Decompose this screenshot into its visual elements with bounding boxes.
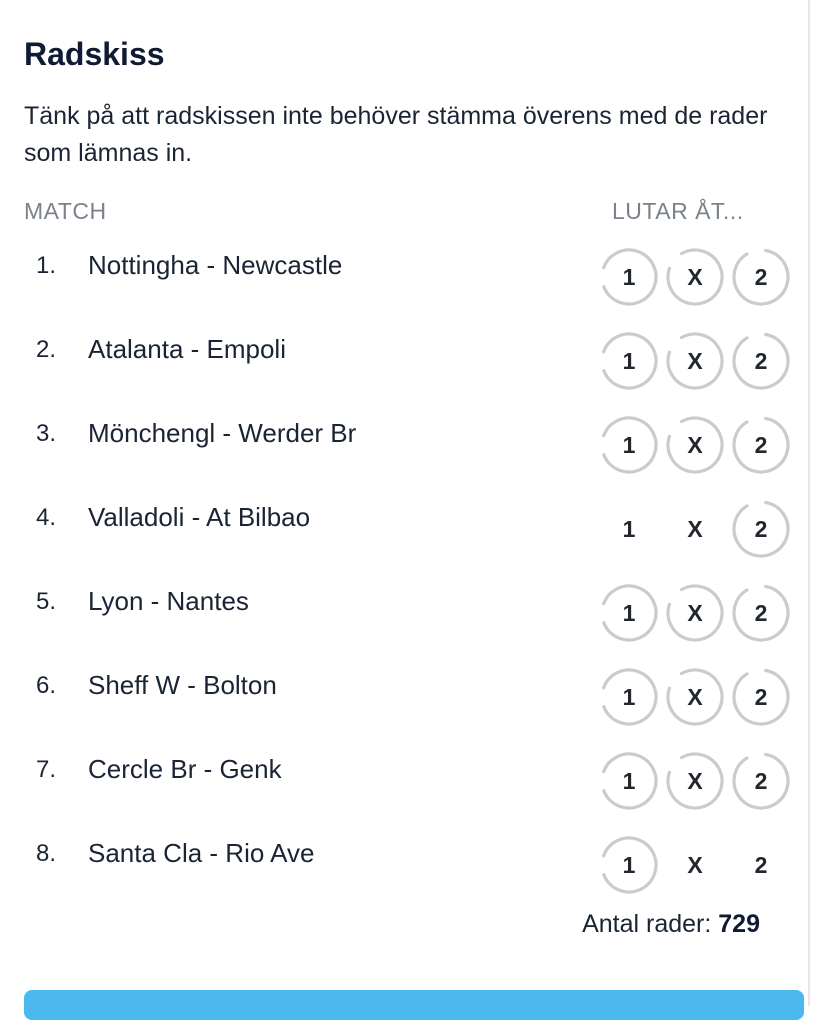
match-row: [0, 572, 810, 656]
pick-toggle-x[interactable]: [664, 834, 726, 896]
pick-group: [594, 582, 794, 646]
pick-toggle-1[interactable]: [598, 582, 660, 644]
column-header-lean: LUTAR ÅT...: [612, 198, 744, 224]
pick-toggle-1[interactable]: [598, 246, 660, 308]
pick-label: 1: [622, 851, 636, 878]
pick-toggle-2[interactable]: [730, 750, 792, 812]
pick-label: 2: [754, 515, 768, 542]
match-number: 8.: [36, 840, 57, 867]
pick-toggle-2[interactable]: [730, 498, 792, 560]
match-name: Sheff W - Bolton: [88, 670, 277, 700]
match-name: Cercle Br - Genk: [88, 754, 282, 784]
pick-toggle-1[interactable]: [598, 750, 660, 812]
match-row: [0, 236, 810, 320]
pick-label: X: [687, 767, 703, 794]
pick-toggle-x[interactable]: [664, 582, 726, 644]
pick-group: [594, 330, 794, 394]
match-name: Valladoli - At Bilbao: [88, 502, 311, 532]
match-number: 7.: [36, 756, 57, 783]
pick-toggle-2[interactable]: [730, 330, 792, 392]
pick-label: 2: [754, 851, 768, 878]
match-name: Atalanta - Empoli: [88, 334, 286, 364]
pick-group: [594, 834, 794, 898]
pick-label: X: [687, 347, 703, 374]
pick-group: [594, 750, 794, 814]
pick-label: X: [687, 431, 703, 458]
pick-label: X: [687, 515, 703, 542]
pick-toggle-x[interactable]: [664, 750, 726, 812]
match-row: [0, 656, 810, 740]
pick-toggle-x[interactable]: [664, 666, 726, 728]
pick-group: [594, 666, 794, 730]
pick-group: [594, 246, 794, 310]
pick-label: 1: [622, 347, 636, 374]
page-title: Radskiss: [24, 36, 165, 72]
pick-group: [594, 498, 794, 562]
pick-toggle-2[interactable]: [730, 834, 792, 896]
pick-label: 2: [754, 431, 768, 458]
pick-label: 2: [754, 347, 768, 374]
pick-toggle-x[interactable]: [664, 498, 726, 560]
match-name: Lyon - Nantes: [88, 586, 249, 616]
pick-toggle-2[interactable]: [730, 246, 792, 308]
pick-toggle-1[interactable]: [598, 330, 660, 392]
pick-toggle-x[interactable]: [664, 246, 726, 308]
pick-toggle-1[interactable]: [598, 834, 660, 896]
match-row: [0, 320, 810, 404]
pick-group: [594, 414, 794, 478]
match-number: 5.: [36, 588, 57, 615]
pick-toggle-x[interactable]: [664, 414, 726, 476]
match-row: [0, 740, 810, 824]
pick-toggle-2[interactable]: [730, 582, 792, 644]
row-count-label: Antal rader:: [582, 910, 712, 938]
match-row: [0, 404, 810, 488]
match-number: 3.: [36, 420, 57, 447]
pick-label: X: [687, 851, 703, 878]
pick-label: 1: [622, 767, 636, 794]
match-number: 6.: [36, 672, 57, 699]
pick-label: 1: [622, 515, 636, 542]
pick-toggle-2[interactable]: [730, 414, 792, 476]
pick-toggle-1[interactable]: [598, 498, 660, 560]
match-name: Mönchengl - Werder Br: [88, 418, 357, 448]
column-header-match: MATCH: [24, 198, 107, 224]
match-row: [0, 488, 810, 572]
pick-label: 1: [622, 431, 636, 458]
row-count-value: 729: [718, 910, 760, 938]
pick-toggle-2[interactable]: [730, 666, 792, 728]
pick-toggle-1[interactable]: [598, 666, 660, 728]
pick-toggle-x[interactable]: [664, 330, 726, 392]
row-count: [582, 910, 760, 939]
pick-label: 2: [754, 767, 768, 794]
match-number: 1.: [36, 252, 57, 279]
pick-label: 2: [754, 683, 768, 710]
pick-toggle-1[interactable]: [598, 414, 660, 476]
pick-label: X: [687, 599, 703, 626]
match-number: 2.: [36, 336, 57, 363]
match-row: [0, 824, 810, 908]
pick-label: X: [687, 263, 703, 290]
pick-label: 1: [622, 683, 636, 710]
pick-label: 1: [622, 263, 636, 290]
primary-action-button[interactable]: [24, 990, 804, 1020]
match-name: Nottingha - Newcastle: [88, 250, 343, 280]
match-number: 4.: [36, 504, 57, 531]
match-name: Santa Cla - Rio Ave: [88, 838, 315, 868]
pick-label: X: [687, 683, 703, 710]
pick-label: 1: [622, 599, 636, 626]
description-text: Tänk på att radskissen inte behöver stämma överens med de rader som lämnas in.: [24, 102, 768, 167]
pick-label: 2: [754, 599, 768, 626]
pick-label: 2: [754, 263, 768, 290]
match-list: [0, 236, 810, 908]
